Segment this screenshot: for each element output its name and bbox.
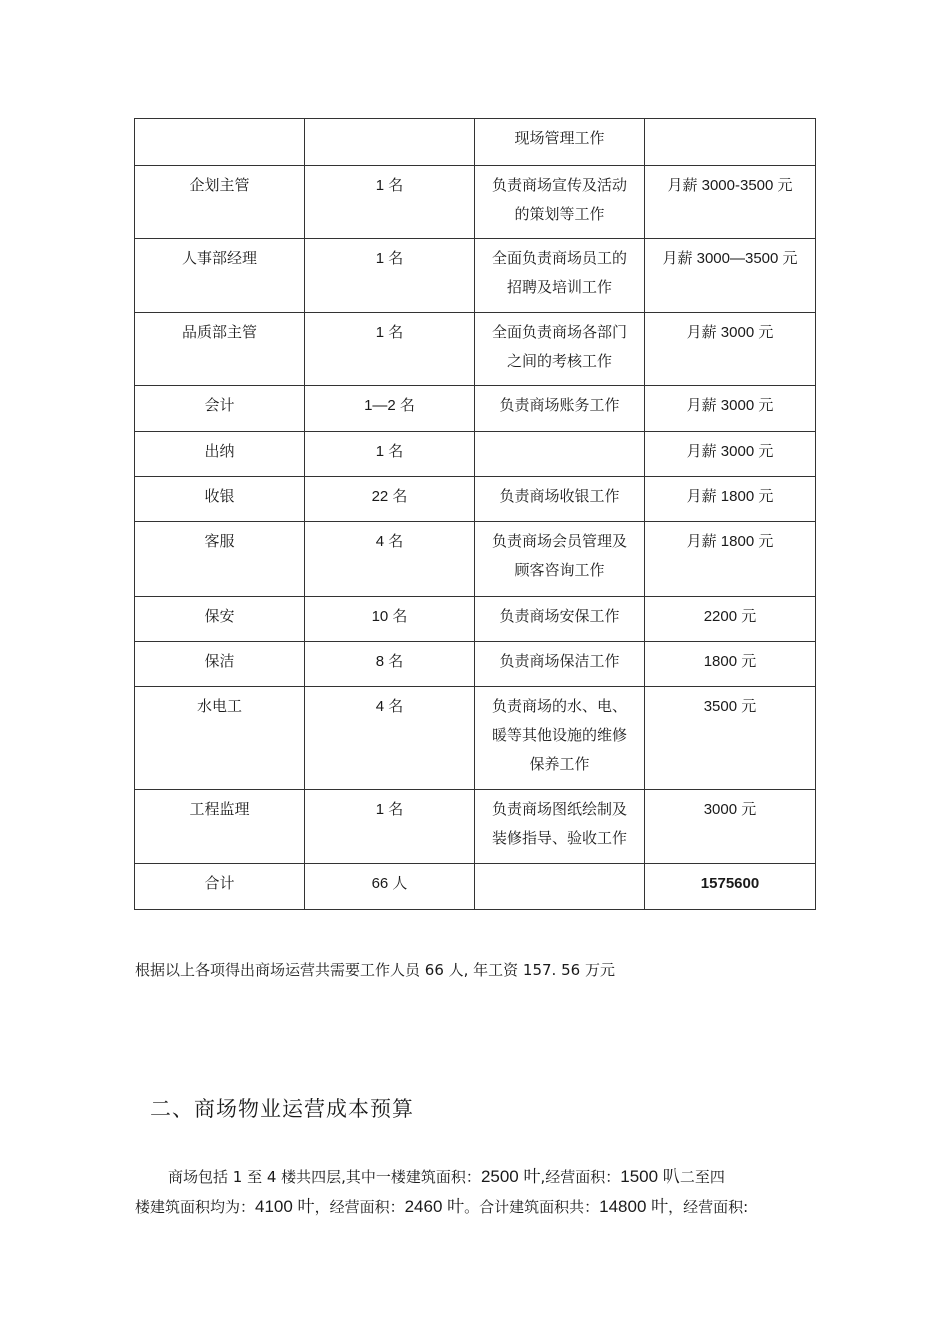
role-cell: 收银 xyxy=(135,477,305,522)
duty-cell: 负责商场会员管理及顾客咨询工作 xyxy=(475,522,645,597)
role-cell: 客服 xyxy=(135,522,305,597)
table-row xyxy=(135,522,816,597)
count-cell: 1 名 xyxy=(305,790,475,864)
table-row xyxy=(135,597,816,642)
salary-cell: 月薪 1800 元 xyxy=(645,477,816,522)
salary-cell: 2200 元 xyxy=(645,597,816,642)
paragraph-text: ,经营面积： xyxy=(540,1168,621,1186)
paragraph-text: 商场包括 1 至 4 楼共四层,其中一楼建筑面积： xyxy=(168,1168,481,1186)
paragraph-text: 楼建筑面积均为： xyxy=(135,1198,256,1216)
count-cell: 4 名 xyxy=(305,522,475,597)
role-cell: 合计 xyxy=(135,864,305,910)
role-cell: 出纳 xyxy=(135,432,305,477)
table-row xyxy=(135,432,816,477)
area-value: 2460 叶 xyxy=(404,1197,465,1216)
role-cell: 人事部经理 xyxy=(135,239,305,313)
table-row xyxy=(135,239,816,313)
paragraph-text: 二至四 xyxy=(679,1168,725,1186)
salary-cell: 3000 元 xyxy=(645,790,816,864)
area-value: 1500 叭 xyxy=(620,1167,680,1186)
body-paragraph xyxy=(135,1162,815,1222)
table-row xyxy=(135,477,816,522)
table-row xyxy=(135,386,816,432)
duty-cell xyxy=(475,864,645,910)
paragraph-text: 。合计建筑面积共： xyxy=(464,1198,600,1216)
count-cell: 4 名 xyxy=(305,687,475,790)
paragraph-line xyxy=(135,1162,815,1192)
staff-table-body xyxy=(135,119,816,910)
duty-cell: 负责商场收银工作 xyxy=(475,477,645,522)
staff-table xyxy=(134,118,816,910)
paragraph-text: ，经营面积： xyxy=(314,1198,405,1216)
duty-cell: 负责商场保洁工作 xyxy=(475,642,645,687)
duty-cell xyxy=(475,432,645,477)
paragraph-text: ，经营面积: xyxy=(668,1198,749,1216)
table-row xyxy=(135,687,816,790)
area-value: 4100 叶 xyxy=(255,1197,315,1216)
salary-cell: 月薪 3000 元 xyxy=(645,313,816,386)
count-cell: 1 名 xyxy=(305,239,475,313)
role-cell: 工程监理 xyxy=(135,790,305,864)
area-value: 14800 叶 xyxy=(599,1197,669,1216)
count-cell: 1 名 xyxy=(305,166,475,239)
count-cell: 66 人 xyxy=(305,864,475,910)
count-cell: 8 名 xyxy=(305,642,475,687)
count-cell xyxy=(305,119,475,166)
count-cell: 1—2 名 xyxy=(305,386,475,432)
duty-cell: 全面负责商场员工的招聘及培训工作 xyxy=(475,239,645,313)
count-cell: 1 名 xyxy=(305,432,475,477)
salary-cell: 月薪 3000—3500 元 xyxy=(645,239,816,313)
duty-cell: 全面负责商场各部门之间的考核工作 xyxy=(475,313,645,386)
count-cell: 10 名 xyxy=(305,597,475,642)
salary-cell: 月薪 3000 元 xyxy=(645,386,816,432)
count-cell: 22 名 xyxy=(305,477,475,522)
role-cell: 品质部主管 xyxy=(135,313,305,386)
table-row xyxy=(135,166,816,239)
table-row xyxy=(135,790,816,864)
salary-cell: 1575600 xyxy=(645,864,816,910)
role-cell: 保洁 xyxy=(135,642,305,687)
duty-cell: 现场管理工作 xyxy=(475,119,645,166)
role-cell: 企划主管 xyxy=(135,166,305,239)
table-row xyxy=(135,642,816,687)
salary-cell: 月薪 3000-3500 元 xyxy=(645,166,816,239)
duty-cell: 负责商场宣传及活动的策划等工作 xyxy=(475,166,645,239)
salary-cell: 1800 元 xyxy=(645,642,816,687)
salary-cell xyxy=(645,119,816,166)
table-row xyxy=(135,864,816,910)
paragraph-line xyxy=(135,1192,815,1222)
salary-cell: 3500 元 xyxy=(645,687,816,790)
role-cell xyxy=(135,119,305,166)
salary-cell: 月薪 1800 元 xyxy=(645,522,816,597)
table-row xyxy=(135,313,816,386)
count-cell: 1 名 xyxy=(305,313,475,386)
salary-cell: 月薪 3000 元 xyxy=(645,432,816,477)
duty-cell: 负责商场账务工作 xyxy=(475,386,645,432)
section-heading: 二、商场物业运营成本预算 xyxy=(150,1097,414,1121)
summary-text: 根据以上各项得出商场运营共需要工作人员 66 人, 年工资 157. 56 万元 xyxy=(135,961,615,979)
role-cell: 保安 xyxy=(135,597,305,642)
role-cell: 会计 xyxy=(135,386,305,432)
duty-cell: 负责商场图纸绘制及装修指导、验收工作 xyxy=(475,790,645,864)
area-value: 2500 叶 xyxy=(480,1167,541,1186)
duty-cell: 负责商场的水、电、暖等其他设施的维修保养工作 xyxy=(475,687,645,790)
table-row xyxy=(135,119,816,166)
role-cell: 水电工 xyxy=(135,687,305,790)
duty-cell: 负责商场安保工作 xyxy=(475,597,645,642)
